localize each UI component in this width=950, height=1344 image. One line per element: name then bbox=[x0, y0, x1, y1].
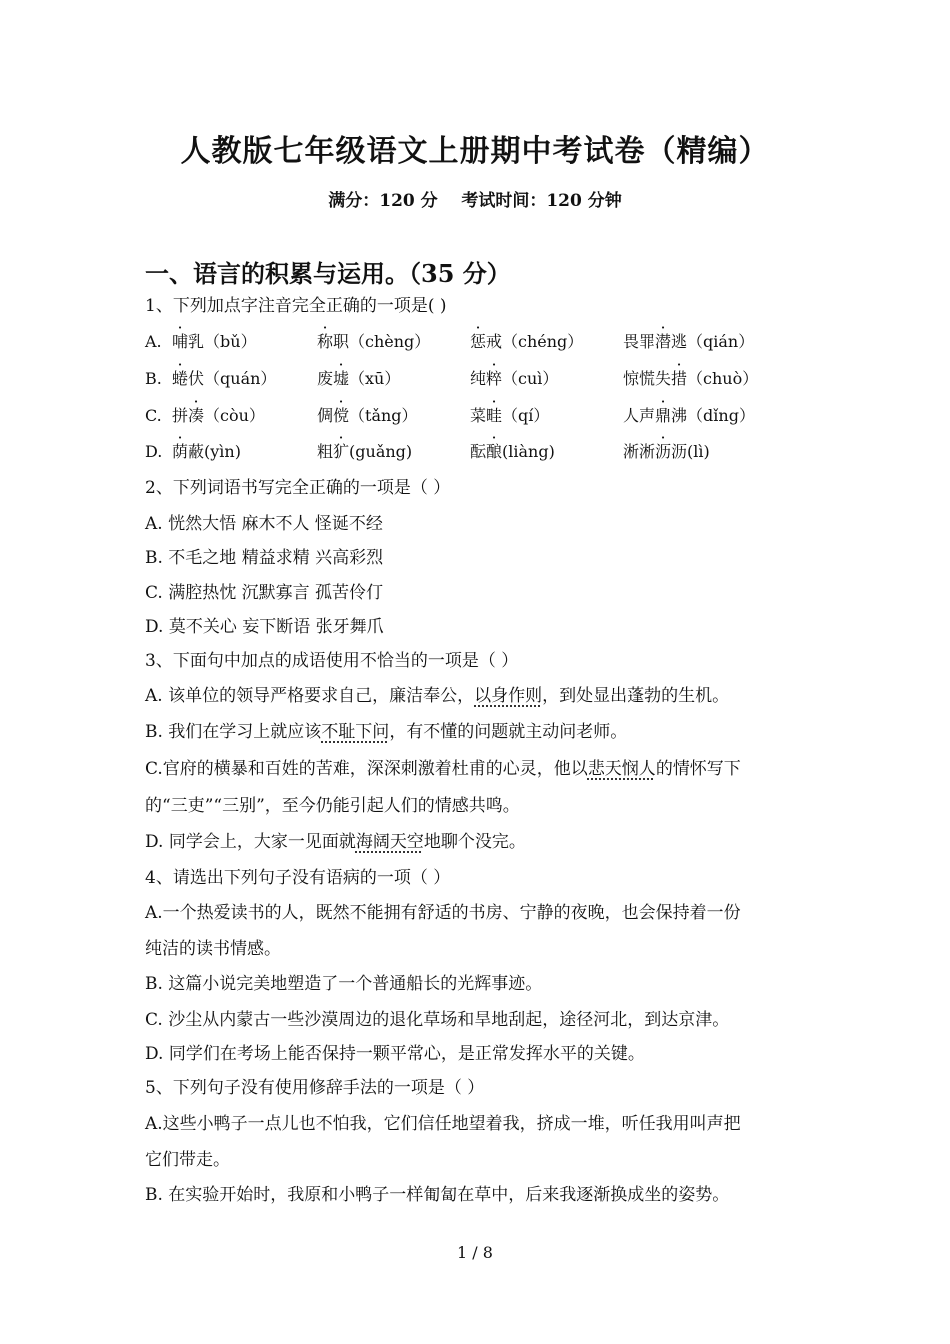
question-3-stem: 3、下面句中加点的成语使用不恰当的一项是（ ） bbox=[145, 651, 519, 671]
q1-option-label: A. bbox=[145, 332, 162, 351]
q3-option-c-line2: 的“三吏”“三别”，至今仍能引起人们的情感共鸣。 bbox=[145, 796, 520, 816]
q4-option-d: D. 同学们在考场上能否保持一颗平常心，是正常发挥水平的关键。 bbox=[145, 1044, 645, 1064]
q2-option-c: C. 满腔热忱 沉默寡言 孤苦伶仃 bbox=[145, 583, 384, 603]
q1-d-item4: 淅淅沥沥(lì) bbox=[623, 442, 710, 461]
q5-option-a-line2: 它们带走。 bbox=[145, 1150, 230, 1170]
q4-option-b: B. 这篇小说完美地塑造了一个普通船长的光辉事迹。 bbox=[145, 974, 543, 994]
q3-option-b: B. 我们在学习上就应该不耻下问，有不懂的问题就主动问老师。 bbox=[145, 722, 628, 742]
q1-a-item2: 称职（chèng） bbox=[317, 332, 431, 351]
q1-b-item2: 废墟（xū） bbox=[317, 369, 401, 388]
question-4-stem: 4、请选出下列句子没有语病的一项（ ） bbox=[145, 868, 451, 888]
q3-option-c-line1: C.官府的横暴和百姓的苦难，深深刺激着杜甫的心灵，他以悲天悯人的情怀写下 bbox=[145, 759, 741, 779]
q4-option-c: C. 沙尘从内蒙古一些沙漠周边的退化草场和旱地刮起，途径河北，到达京津。 bbox=[145, 1010, 730, 1030]
q3-option-d: D. 同学会上，大家一见面就海阔天空地聊个没完。 bbox=[145, 832, 526, 852]
q1-a-item3: 惩戒（chéng） bbox=[470, 332, 584, 351]
q1-b-item1: 蜷伏（quán） bbox=[172, 369, 277, 388]
q4-option-a-line1: A.一个热爱读书的人，既然不能拥有舒适的书房、宁静的夜晚，也会保持着一份 bbox=[145, 903, 741, 923]
q1-b-item4: 惊慌失措（chuò） bbox=[623, 369, 759, 388]
q2-option-b: B. 不毛之地 精益求精 兴高彩烈 bbox=[145, 548, 384, 568]
q1-option-label: C. bbox=[145, 406, 162, 425]
q5-option-b: B. 在实验开始时，我原和小鸭子一样匍匐在草中，后来我逐渐换成坐的姿势。 bbox=[145, 1185, 730, 1205]
section-heading: 一、语言的积累与运用。（35 分） bbox=[145, 259, 511, 288]
q2-option-d: D. 莫不关心 妄下断语 张牙舞爪 bbox=[145, 617, 384, 637]
question-5-stem: 5、下列句子没有使用修辞手法的一项是（ ） bbox=[145, 1078, 485, 1098]
q1-b-item3: 纯粹（cuì） bbox=[470, 369, 559, 388]
q1-option-label: D. bbox=[145, 442, 163, 461]
q1-c-item2: 倜傥（tǎng） bbox=[317, 406, 418, 425]
q1-a-item1: 哺乳（bǔ） bbox=[172, 332, 257, 351]
q1-d-item2: 粗犷(guǎng) bbox=[317, 442, 413, 461]
q1-option-label: B. bbox=[145, 369, 162, 388]
q1-d-item3: 酝酿(liàng) bbox=[470, 442, 555, 461]
page-title: 人教版七年级语文上册期中考试卷（精编） bbox=[180, 134, 770, 169]
q1-a-item4: 畏罪潜逃（qián） bbox=[623, 332, 755, 351]
q1-d-item1: 荫蔽(yìn) bbox=[172, 442, 241, 461]
exam-info: 满分：120 分 考试时间：120 分钟 bbox=[328, 191, 622, 211]
q1-c-item4: 人声鼎沸（dǐng） bbox=[623, 406, 755, 425]
q4-option-a-line2: 纯洁的读书情感。 bbox=[145, 939, 281, 959]
q1-c-item3: 菜畦（qí） bbox=[470, 406, 550, 425]
question-1-stem: 1、下列加点字注音完全正确的一项是( ) bbox=[145, 296, 447, 316]
q5-option-a-line1: A.这些小鸭子一点儿也不怕我，它们信任地望着我，挤成一堆，听任我用叫声把 bbox=[145, 1114, 741, 1134]
page-number: 1 / 8 bbox=[457, 1243, 493, 1262]
q1-c-item1: 拼凑（còu） bbox=[172, 406, 265, 425]
q2-option-a: A. 恍然大悟 麻木不人 怪诞不经 bbox=[145, 514, 383, 534]
question-2-stem: 2、下列词语书写完全正确的一项是（ ） bbox=[145, 478, 451, 498]
q3-option-a: A. 该单位的领导严格要求自己，廉洁奉公，以身作则，到处显出蓬勃的生机。 bbox=[145, 686, 730, 706]
